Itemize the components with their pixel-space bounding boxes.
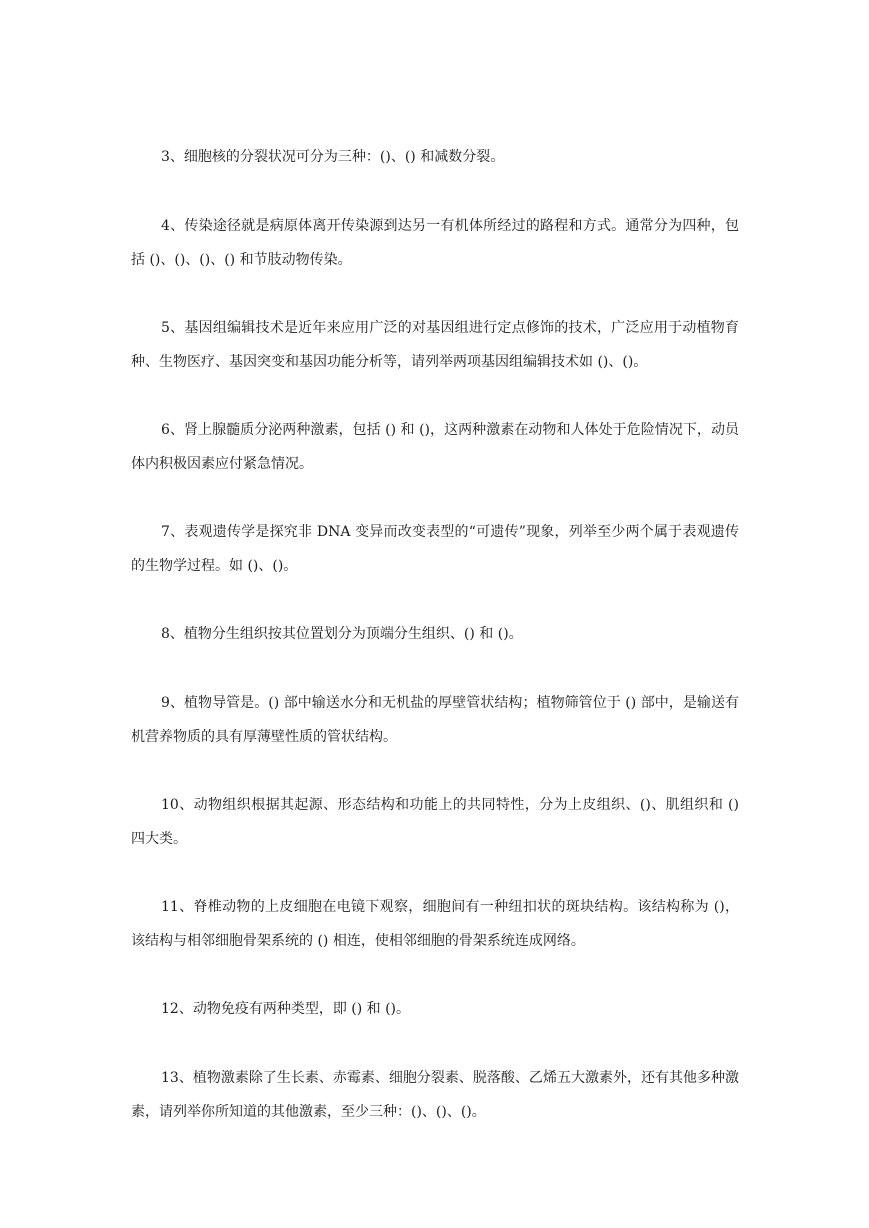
question-4: 4、传染途径就是病原体离开传染源到达另一有机体所经过的路程和方式。通常分为四种，包括 ()、()、()、() 和节肢动物传染。 [131,218,739,268]
question-7: 7、表观遗传学是探究非 DNA 变异而改变表型的“可遗传”现象，列举至少两个属于表观遗传的生物学过程。如 ()、()。 [131,524,739,574]
question-11: 11、脊椎动物的上皮细胞在电镜下观察，细胞间有一种纽扣状的斑块结构。该结构称为 ()，该结构与相邻细胞骨架系统的 () 相连，使相邻细胞的骨架系统连成网络。 [131,899,739,949]
question-5: 5、基因组编辑技术是近年来应用广泛的对基因组进行定点修饰的技术，广泛应用于动植物育种、生物医疗、基因突变和基因功能分析等，请列举两项基因组编辑技术如 ()、()。 [131,320,739,370]
question-10: 10、动物组织根据其起源、形态结构和功能上的共同特性，分为上皮组织、()、肌组织和 () 四大类。 [131,797,739,847]
question-3: 3、细胞核的分裂状况可分为三种：()、() 和减数分裂。 [161,149,505,165]
question-9: 9、植物导管是。() 部中输送水分和无机盐的厚壁管状结构；植物筛管位于 () 部中，是输送有机营养物质的具有厚薄壁性质的管状结构。 [131,695,739,745]
question-6: 6、肾上腺髓质分泌两种激素，包括 () 和 ()，这两种激素在动物和人体处于危险情况下，动员体内积极因素应付紧急情况。 [131,422,739,472]
question-8: 8、植物分生组织按其位置划分为顶端分生组织、() 和 ()。 [161,626,523,642]
question-12: 12、动物免疫有两种类型，即 () 和 ()。 [161,1001,411,1017]
question-13: 13、植物激素除了生长素、赤霉素、细胞分裂素、脱落酸、乙烯五大激素外，还有其他多种激素，请列举你所知道的其他激素，至少三种：()、()、()。 [131,1070,739,1120]
